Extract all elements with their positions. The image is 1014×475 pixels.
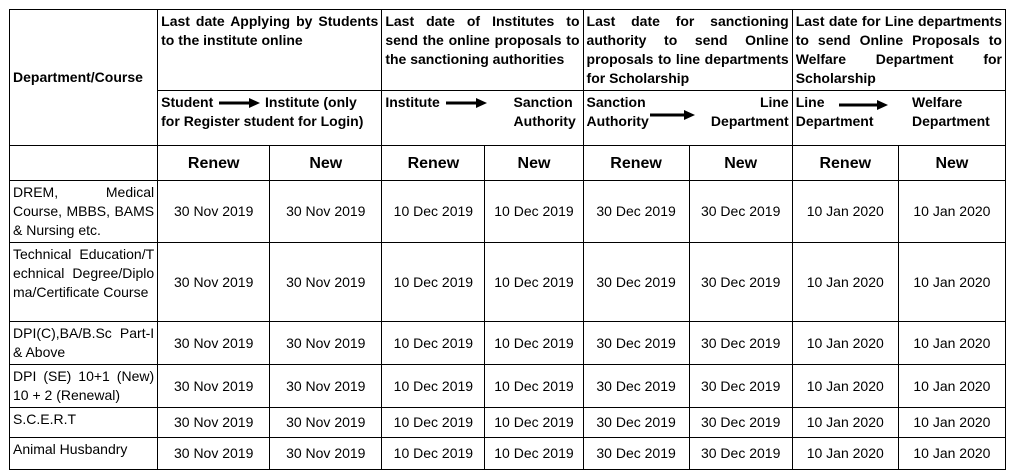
stage-4-title: Last date for Line departments to send Online Proposals to Welfare Department for Scholarship bbox=[792, 10, 1005, 91]
date-cell: 30 Dec 2019 bbox=[583, 322, 689, 365]
department-cell: DREM, Medical Course, MBBS, BAMS & Nursing etc. bbox=[10, 181, 158, 243]
date-cell: 10 Dec 2019 bbox=[485, 322, 583, 365]
date-cell: 10 Dec 2019 bbox=[382, 365, 485, 408]
date-cell: 10 Jan 2020 bbox=[792, 438, 898, 470]
stage-1-flow bbox=[158, 91, 382, 146]
stage-3-flow bbox=[583, 91, 792, 146]
date-cell: 10 Jan 2020 bbox=[898, 438, 1005, 470]
date-cell: 10 Dec 2019 bbox=[382, 181, 485, 243]
department-course-header: Department/Course bbox=[10, 10, 158, 146]
stage-4-flow bbox=[792, 91, 1005, 146]
date-cell: 30 Nov 2019 bbox=[158, 181, 270, 243]
date-cell: 30 Dec 2019 bbox=[583, 408, 689, 438]
renew-new-row bbox=[10, 146, 1006, 181]
department-cell: DPI (SE) 10+1 (New) 10 + 2 (Renewal) bbox=[10, 365, 158, 408]
date-cell: 30 Dec 2019 bbox=[689, 181, 792, 243]
table-row bbox=[10, 181, 1006, 243]
department-cell: S.C.E.R.T bbox=[10, 408, 158, 438]
stage-2-from: Institute bbox=[385, 94, 440, 110]
scholarship-schedule-table bbox=[9, 9, 1006, 470]
right-arrow-icon bbox=[837, 99, 889, 111]
date-cell: 30 Nov 2019 bbox=[270, 181, 382, 243]
date-cell: 10 Jan 2020 bbox=[898, 365, 1005, 408]
date-cell: 30 Nov 2019 bbox=[158, 408, 270, 438]
table-row bbox=[10, 438, 1006, 470]
date-cell: 10 Jan 2020 bbox=[898, 181, 1005, 243]
date-cell: 30 Nov 2019 bbox=[158, 243, 270, 322]
date-cell: 10 Jan 2020 bbox=[792, 243, 898, 322]
date-cell: 30 Dec 2019 bbox=[689, 408, 792, 438]
stage-title-row bbox=[10, 10, 1006, 91]
stage-3-from: Sanction Authority bbox=[586, 94, 649, 129]
date-cell: 10 Dec 2019 bbox=[485, 408, 583, 438]
stage-1-title: Last date Applying by Students to the institute online bbox=[158, 10, 382, 91]
table-row bbox=[10, 243, 1006, 322]
stage-2-to: Sanction Authority bbox=[513, 94, 576, 129]
date-cell: 10 Jan 2020 bbox=[898, 408, 1005, 438]
department-cell: Animal Husbandry bbox=[10, 438, 158, 470]
date-cell: 10 Dec 2019 bbox=[485, 438, 583, 470]
date-cell: 30 Nov 2019 bbox=[270, 365, 382, 408]
date-cell: 30 Nov 2019 bbox=[270, 438, 382, 470]
date-cell: 10 Jan 2020 bbox=[898, 243, 1005, 322]
date-cell: 10 Jan 2020 bbox=[792, 322, 898, 365]
date-cell: 30 Nov 2019 bbox=[270, 322, 382, 365]
stage-3-to: Line Department bbox=[710, 94, 789, 129]
date-cell: 10 Dec 2019 bbox=[382, 408, 485, 438]
date-cell: 10 Dec 2019 bbox=[382, 322, 485, 365]
right-arrow-icon bbox=[444, 97, 488, 109]
date-cell: 30 Dec 2019 bbox=[583, 243, 689, 322]
department-cell: Technical Education/Technical Degree/Diploma/Certificate Course bbox=[10, 243, 158, 322]
department-header-spacer bbox=[10, 146, 158, 181]
date-cell: 30 Nov 2019 bbox=[158, 438, 270, 470]
date-cell: 30 Dec 2019 bbox=[689, 365, 792, 408]
date-cell: 30 Dec 2019 bbox=[689, 438, 792, 470]
stage-2-title: Last date of Institutes to send the online proposals to the sanctioning authorities bbox=[382, 10, 583, 91]
date-cell: 30 Nov 2019 bbox=[270, 243, 382, 322]
table-row bbox=[10, 408, 1006, 438]
date-cell: 10 Jan 2020 bbox=[792, 408, 898, 438]
date-cell: 30 Dec 2019 bbox=[583, 438, 689, 470]
table-row bbox=[10, 365, 1006, 408]
date-cell: 30 Nov 2019 bbox=[158, 365, 270, 408]
stage-1-to: Institute (only for Register student for Login) bbox=[161, 94, 364, 129]
new-header: New bbox=[270, 146, 382, 181]
date-cell: 30 Nov 2019 bbox=[158, 322, 270, 365]
date-cell: 10 Dec 2019 bbox=[382, 243, 485, 322]
stage-1-from: Student bbox=[161, 94, 214, 110]
date-cell: 30 Nov 2019 bbox=[270, 408, 382, 438]
new-header: New bbox=[689, 146, 792, 181]
stage-3-title: Last date for sanctioning authority to send Online proposals to line departments for Scholarship bbox=[583, 10, 792, 91]
date-cell: 10 Dec 2019 bbox=[485, 365, 583, 408]
date-cell: 30 Dec 2019 bbox=[583, 181, 689, 243]
date-cell: 30 Dec 2019 bbox=[583, 365, 689, 408]
date-cell: 10 Jan 2020 bbox=[898, 322, 1005, 365]
renew-header: Renew bbox=[583, 146, 689, 181]
renew-header: Renew bbox=[382, 146, 485, 181]
renew-header: Renew bbox=[792, 146, 898, 181]
date-cell: 10 Jan 2020 bbox=[792, 181, 898, 243]
department-cell: DPI(C),BA/B.Sc Part-I & Above bbox=[10, 322, 158, 365]
date-cell: 10 Dec 2019 bbox=[485, 243, 583, 322]
date-cell: 10 Dec 2019 bbox=[485, 181, 583, 243]
new-header: New bbox=[485, 146, 583, 181]
renew-header: Renew bbox=[158, 146, 270, 181]
date-cell: 10 Dec 2019 bbox=[382, 438, 485, 470]
stage-4-to: Welfare Department bbox=[912, 94, 990, 129]
new-header: New bbox=[898, 146, 1005, 181]
right-arrow-icon bbox=[217, 97, 261, 109]
stage-2-flow bbox=[382, 91, 583, 146]
stage-flow-row bbox=[10, 91, 1006, 146]
date-cell: 30 Dec 2019 bbox=[689, 322, 792, 365]
right-arrow-icon bbox=[648, 109, 696, 121]
date-cell: 10 Jan 2020 bbox=[792, 365, 898, 408]
date-cell: 30 Dec 2019 bbox=[689, 243, 792, 322]
stage-4-from: Line Department bbox=[795, 94, 874, 129]
table-row bbox=[10, 322, 1006, 365]
